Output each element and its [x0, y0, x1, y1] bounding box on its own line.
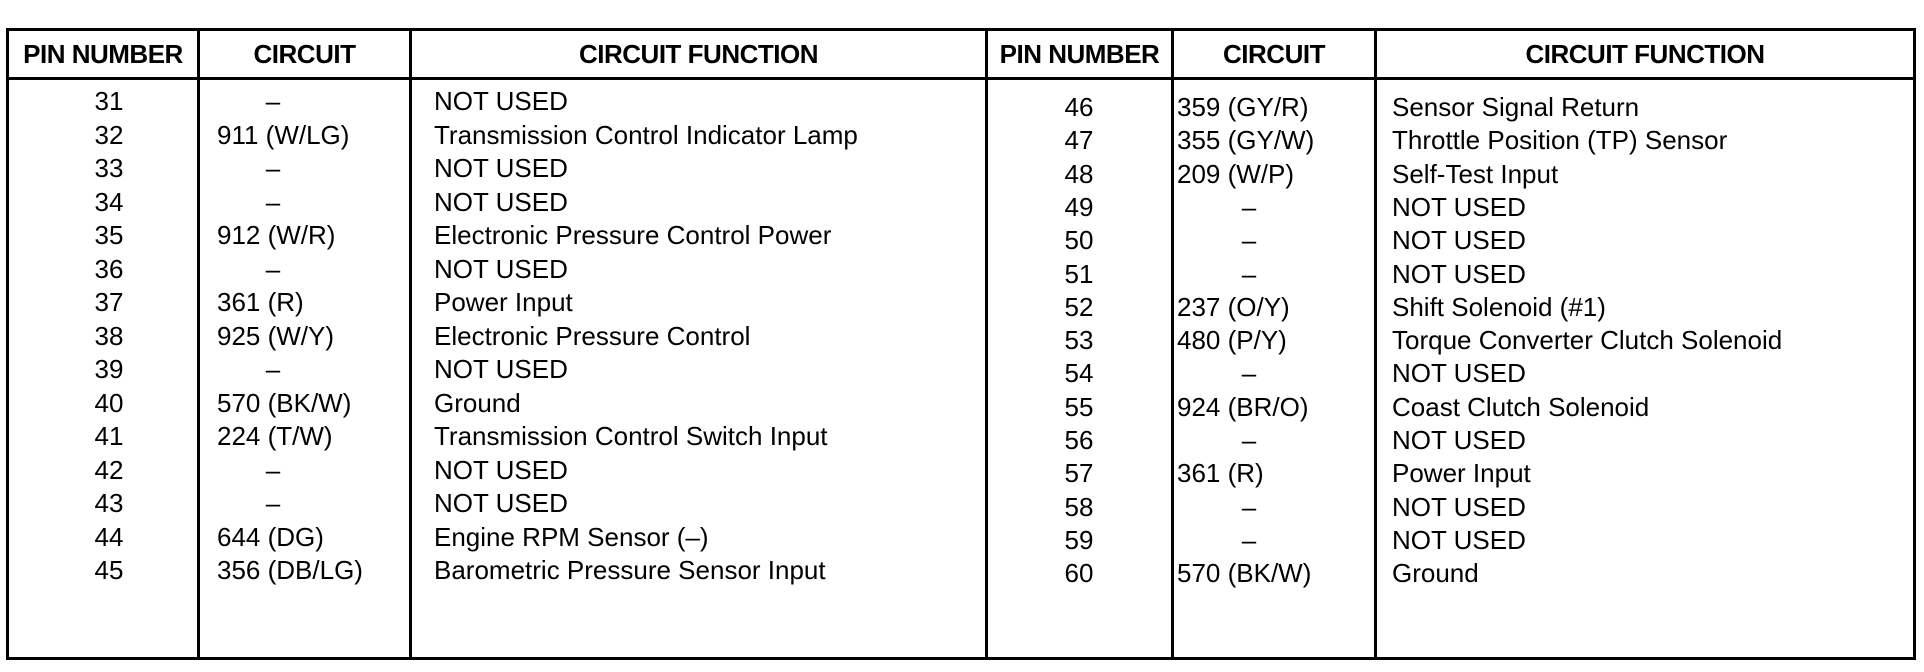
- pin-number-cell: 44: [94, 521, 124, 552]
- pin-number-cell: 60: [1064, 558, 1094, 589]
- pin-number-cell: 34: [94, 186, 124, 217]
- circuit-cell: 224 (T/W): [217, 421, 333, 451]
- circuit-function-cell: NOT USED: [434, 454, 568, 485]
- circuit-cell: –: [1241, 258, 1257, 289]
- circuit-cell: –: [265, 86, 281, 116]
- pin-number-cell: 40: [94, 387, 124, 418]
- pin-number-cell: 36: [94, 253, 124, 284]
- circuit-cell: 355 (GY/W): [1177, 125, 1315, 156]
- circuit-function-cell: NOT USED: [1392, 225, 1526, 256]
- circuit-function-cell: NOT USED: [434, 488, 568, 518]
- pin-number-cell: 37: [94, 287, 124, 317]
- pin-number-cell: 53: [1064, 325, 1094, 356]
- pin-number-cell: 45: [94, 555, 124, 585]
- circuit-function-cell: Self-Test Input: [1392, 158, 1559, 189]
- pin-number-cell: 35: [94, 220, 124, 250]
- circuit-function-cell: Power Input: [434, 287, 573, 317]
- circuit-cell: 359 (GY/R): [1177, 92, 1309, 122]
- circuit-cell: –: [265, 186, 281, 217]
- circuit-cell: –: [1241, 191, 1257, 222]
- circuit-cell: –: [265, 454, 281, 485]
- pin-number-cell: 55: [1064, 391, 1094, 422]
- circuit-function-cell: Shift Solenoid (#1): [1392, 291, 1606, 322]
- circuit-function-cell: Engine RPM Sensor (–): [434, 521, 709, 552]
- pin-number-cell: 52: [1064, 291, 1094, 322]
- header-circuit-left: CIRCUIT: [253, 38, 356, 69]
- circuit-function-cell: NOT USED: [434, 186, 568, 217]
- circuit-function-cell: Throttle Position (TP) Sensor: [1392, 125, 1728, 156]
- circuit-cell: –: [265, 354, 281, 384]
- circuit-cell: 237 (O/Y): [1177, 291, 1290, 322]
- circuit-cell: –: [265, 153, 281, 183]
- circuit-function-cell: NOT USED: [434, 86, 568, 116]
- circuit-cell: –: [1241, 425, 1257, 455]
- circuit-function-cell: NOT USED: [434, 354, 568, 384]
- circuit-function-cell: Transmission Control Switch Input: [434, 421, 828, 451]
- circuit-cell: –: [265, 253, 281, 284]
- circuit-cell: 912 (W/R): [217, 220, 336, 250]
- pin-number-cell: 54: [1064, 358, 1094, 389]
- header-circuit-function-left: CIRCUIT FUNCTION: [579, 38, 818, 69]
- pin-number-cell: 31: [94, 86, 124, 116]
- pin-table: [6, 28, 1916, 660]
- circuit-cell: 570 (BK/W): [1177, 558, 1312, 589]
- circuit-function-cell: NOT USED: [1392, 358, 1526, 389]
- pin-number-cell: 58: [1064, 491, 1094, 522]
- pin-number-cell: 41: [94, 421, 124, 451]
- circuit-cell: –: [265, 488, 281, 518]
- circuit-cell: –: [1241, 358, 1257, 389]
- pin-number-cell: 59: [1064, 524, 1094, 555]
- column-divider: [1374, 31, 1377, 657]
- circuit-cell: 644 (DG): [217, 521, 324, 552]
- circuit-function-cell: NOT USED: [434, 253, 568, 284]
- circuit-function-cell: Ground: [434, 387, 521, 418]
- circuit-cell: 356 (DB/LG): [217, 555, 363, 585]
- circuit-function-cell: Transmission Control Indicator Lamp: [434, 119, 858, 150]
- header-pin-number-left: PIN NUMBER: [23, 38, 183, 69]
- circuit-function-cell: NOT USED: [434, 153, 568, 183]
- circuit-function-cell: Electronic Pressure Control Power: [434, 220, 832, 250]
- circuit-cell: 361 (R): [1177, 458, 1264, 489]
- circuit-cell: 361 (R): [217, 287, 304, 317]
- circuit-cell: 480 (P/Y): [1177, 325, 1287, 356]
- pin-number-cell: 57: [1064, 458, 1094, 489]
- circuit-function-cell: NOT USED: [1392, 491, 1526, 522]
- pin-number-cell: 49: [1064, 191, 1094, 222]
- column-divider: [1171, 31, 1174, 657]
- circuit-function-cell: Power Input: [1392, 458, 1531, 489]
- pin-number-cell: 32: [94, 119, 124, 150]
- circuit-function-cell: Sensor Signal Return: [1392, 92, 1640, 122]
- header-circuit-function-right: CIRCUIT FUNCTION: [1525, 38, 1765, 69]
- circuit-function-cell: Torque Converter Clutch Solenoid: [1392, 325, 1783, 356]
- circuit-cell: 911 (W/LG): [217, 119, 350, 150]
- circuit-function-cell: NOT USED: [1392, 524, 1526, 555]
- circuit-function-cell: NOT USED: [1392, 258, 1526, 289]
- pin-number-cell: 50: [1064, 225, 1094, 256]
- pin-number-cell: 48: [1064, 158, 1094, 189]
- pin-number-cell: 33: [94, 153, 124, 183]
- header-divider: [9, 77, 1913, 80]
- circuit-cell: 925 (W/Y): [217, 320, 335, 351]
- pin-number-cell: 47: [1064, 125, 1094, 156]
- pin-number-cell: 51: [1064, 258, 1094, 289]
- circuit-cell: –: [1241, 524, 1257, 555]
- pin-number-cell: 38: [94, 320, 124, 351]
- header-circuit-right: CIRCUIT: [1223, 38, 1325, 69]
- circuit-cell: –: [1241, 491, 1257, 522]
- pin-number-cell: 42: [94, 454, 124, 485]
- circuit-function-cell: Electronic Pressure Control: [434, 320, 751, 351]
- circuit-function-cell: Ground: [1392, 558, 1479, 589]
- circuit-function-cell: Barometric Pressure Sensor Input: [434, 555, 826, 585]
- pin-number-cell: 46: [1064, 92, 1094, 122]
- circuit-function-cell: NOT USED: [1392, 191, 1526, 222]
- circuit-function-cell: NOT USED: [1392, 425, 1526, 455]
- header-pin-number-right: PIN NUMBER: [999, 38, 1160, 69]
- column-divider: [409, 31, 412, 657]
- circuit-cell: 209 (W/P): [1177, 158, 1295, 189]
- pin-number-cell: 39: [94, 354, 124, 384]
- circuit-cell: 570 (BK/W): [217, 387, 352, 418]
- pin-number-cell: 43: [94, 488, 124, 518]
- circuit-function-cell: Coast Clutch Solenoid: [1392, 391, 1650, 422]
- column-divider: [985, 31, 988, 657]
- circuit-cell: –: [1241, 225, 1257, 256]
- pin-number-cell: 56: [1064, 425, 1094, 455]
- circuit-cell: 924 (BR/O): [1177, 391, 1309, 422]
- column-divider: [197, 31, 200, 657]
